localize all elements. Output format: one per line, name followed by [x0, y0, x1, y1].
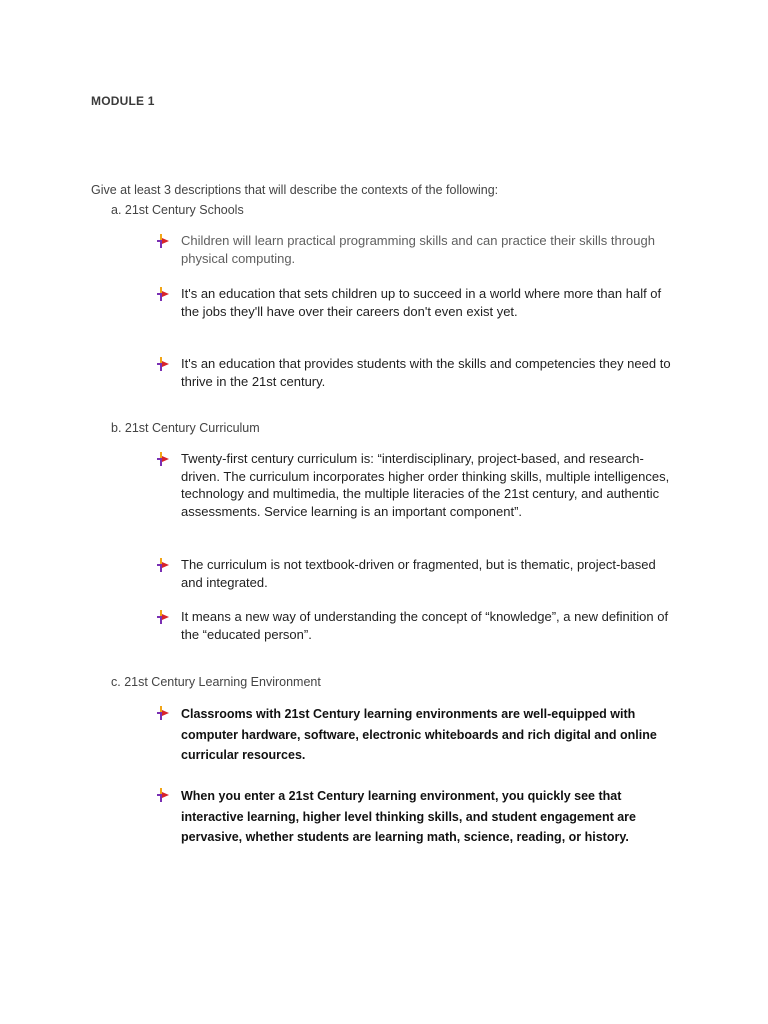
arrow-bullet-icon [157, 610, 171, 624]
arrow-bullet-icon [157, 558, 171, 572]
list-item-text: It's an education that sets children up to succeed in a world where more than half of the jobs they'll have over their careers don't even exist yet. [181, 286, 662, 319]
list-item-text: Classrooms with 21st Century learning environments are well-equipped with computer hardware, software, electronic whiteboards and rich digital and online curricular resources. [181, 707, 657, 762]
page-title: MODULE 1 [91, 94, 155, 108]
list-item-text: When you enter a 21st Century learning environment, you quickly see that interactive learning, higher level thinking skills, and student engagement are pervasive, whether students are learning math, science, reading, or history. [181, 789, 636, 844]
section-heading-learning-environment: c. 21st Century Learning Environment [111, 675, 321, 689]
arrow-bullet-icon [157, 287, 171, 301]
list-item-text: It means a new way of understanding the concept of “knowledge”, a new definition of the “educated person”. [181, 609, 669, 642]
arrow-bullet-icon [157, 788, 171, 802]
arrow-bullet-icon [157, 706, 171, 720]
arrow-bullet-icon [157, 452, 171, 466]
list-item-text: Twenty-first century curriculum is: “interdisciplinary, project-based, and research-driven. The curriculum incorporates higher order thinking skills, multiple intelligences, technology and multimedia, the multiple literacies of the 21st century, and authentic assessments. Service learning is an important component”. [181, 451, 670, 519]
assignment-prompt: Give at least 3 descriptions that will describe the contexts of the following: [91, 183, 499, 197]
list-item-text: It's an education that provides students with the skills and competencies they need to thrive in the 21st century. [181, 356, 671, 389]
section-heading-schools: a. 21st Century Schools [111, 203, 244, 217]
section-heading-curriculum: b. 21st Century Curriculum [111, 421, 260, 435]
arrow-bullet-icon [157, 234, 171, 248]
arrow-bullet-icon [157, 357, 171, 371]
list-item-text: Children will learn practical programming skills and can practice their skills through physical computing. [181, 233, 655, 266]
list-item-text: The curriculum is not textbook-driven or fragmented, but is thematic, project-based and integrated. [181, 557, 656, 590]
